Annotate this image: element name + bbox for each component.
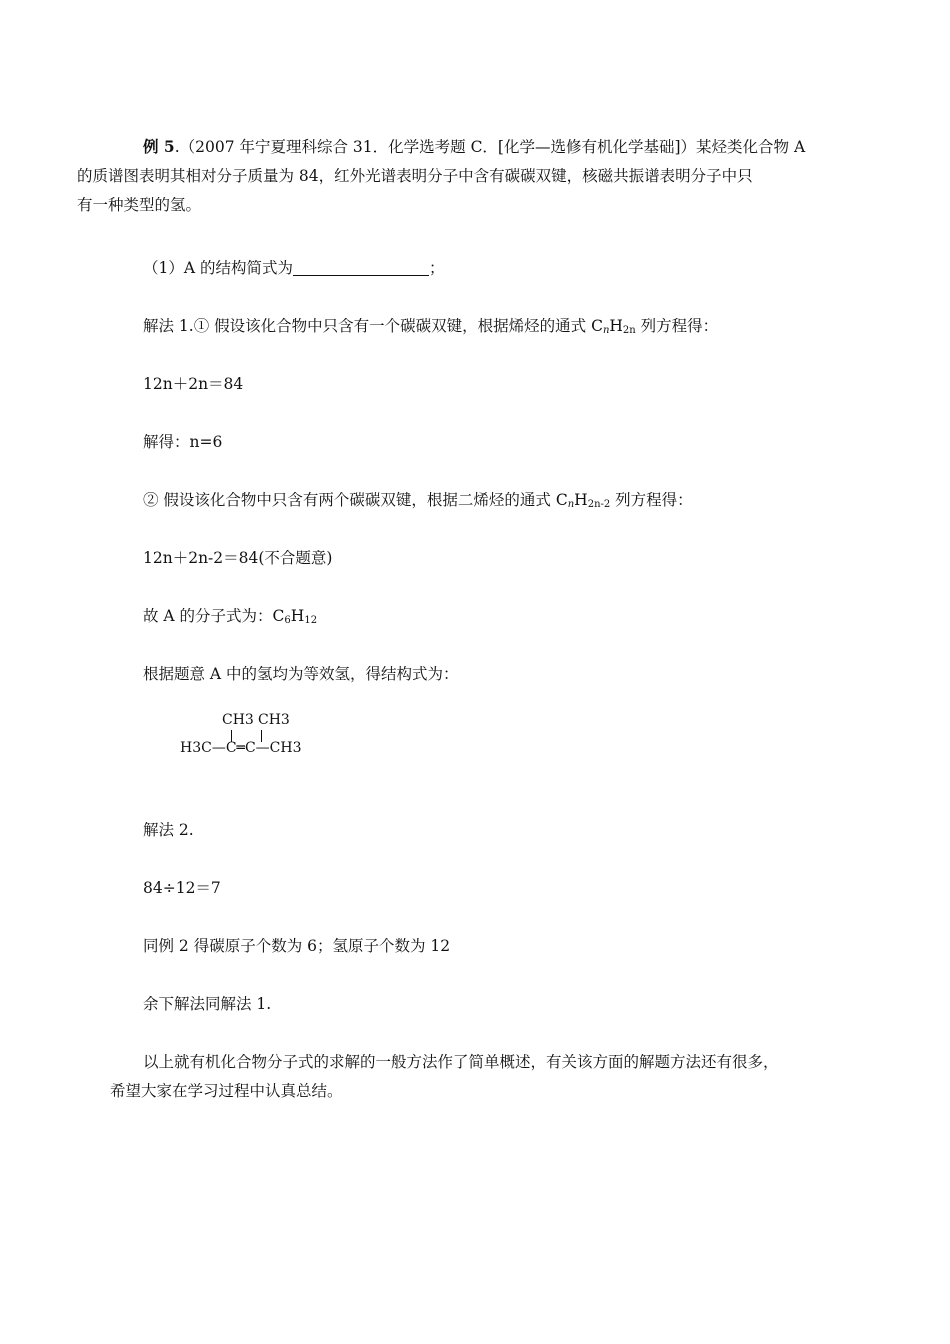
subscript: 6 (284, 615, 291, 626)
example-paragraph (77, 132, 840, 220)
method-2-same: 同例 2 得碳原子个数为 6；氢原子个数为 12 (143, 937, 451, 955)
example-line-2: 的质谱图表明其相对分子质量为 84，红外光谱表明分子中含有碳碳双键，核磁共振谱表明分子中只 (77, 167, 753, 185)
methyl-top-right: CH3 (258, 712, 290, 728)
question-1-end: ； (428, 259, 445, 277)
method-1-case-2 (143, 486, 873, 519)
case-2-end: 列方程得： (610, 491, 693, 509)
equation-2: 12n＋2n-2＝84(不合题意) (143, 549, 333, 567)
subscript: 12 (304, 615, 318, 626)
solution-n: 解得：n=6 (143, 433, 223, 451)
case-2-text: ② 假设该化合物中只含有两个碳碳双键，根据二烯烃的通式 C (143, 491, 568, 509)
example-line-1: .（2007 年宁夏理科综合 31．化学选考题 C．[化学—选修有机化学基础]）某烃类化合物 A (174, 138, 806, 156)
subscript: 2n-2 (587, 499, 611, 510)
answer-blank (293, 259, 429, 276)
hydrogen-symbol: H (574, 491, 588, 509)
hydrogen-symbol: H (609, 317, 623, 335)
main-chain: H3C—C═C—CH3 (180, 740, 302, 756)
structure-intro: 根据题意 A 中的氢均为等效氢，得结构式为： (143, 665, 459, 683)
method-1-intro (143, 312, 873, 345)
method-2-title: 解法 2. (143, 821, 194, 839)
question-1-text: （1）A 的结构简式为 (143, 259, 293, 277)
conclusion-line-1: 以上就有机化合物分子式的求解的一般方法作了简单概述，有关该方面的解题方法还有很多， (143, 1053, 779, 1071)
formula-label: 故 A 的分子式为：C (143, 607, 285, 625)
method-1-intro-text: 解法 1.① 假设该化合物中只含有一个碳碳双键，根据烯烃的通式 C (143, 317, 603, 335)
structural-formula (180, 712, 320, 764)
question-1 (143, 254, 873, 283)
hydrogen-symbol: H (290, 607, 305, 625)
methyl-top-left: CH3 (222, 712, 254, 728)
example-label: 例 5 (143, 137, 175, 156)
subscript: n (602, 325, 610, 336)
method-1-intro-end: 列方程得： (635, 317, 719, 335)
equation-1: 12n＋2n＝84 (143, 375, 244, 393)
method-2-rest: 余下解法同解法 1. (143, 995, 272, 1013)
conclusion-line-2: 希望大家在学习过程中认真总结。 (110, 1082, 343, 1100)
subscript: 2n (622, 325, 636, 336)
conclusion (110, 1048, 840, 1106)
method-2-calc: 84÷12＝7 (143, 879, 221, 897)
molecular-formula (143, 602, 873, 635)
subscript: n (567, 499, 575, 510)
example-line-3: 有一种类型的氢。 (77, 196, 202, 214)
